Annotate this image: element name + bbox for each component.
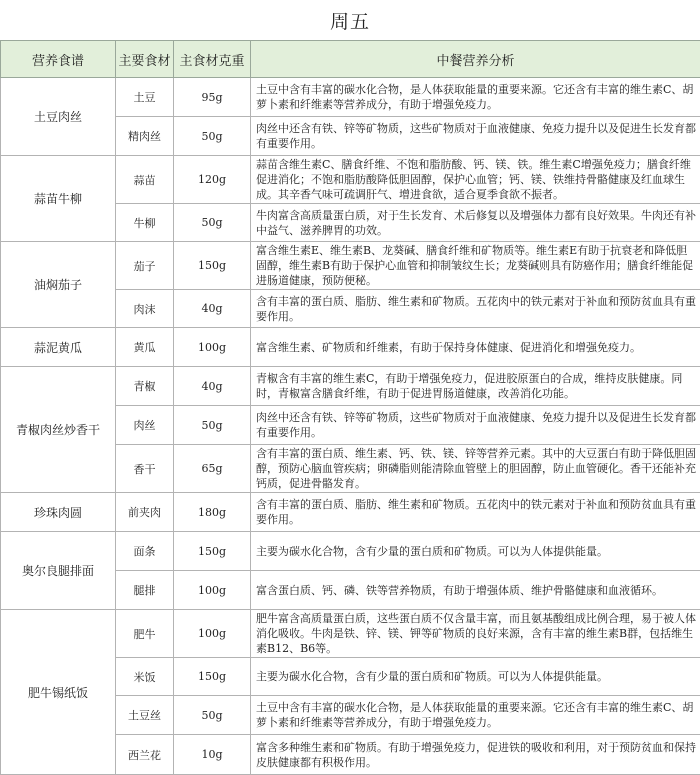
ingredient: 香干 bbox=[116, 445, 174, 493]
ingredient-weight: 40g bbox=[174, 290, 251, 328]
ingredient: 牛柳 bbox=[116, 204, 174, 242]
table-row bbox=[1, 532, 700, 571]
ingredient-weight: 10g bbox=[174, 735, 251, 775]
ingredient: 腿排 bbox=[116, 571, 174, 610]
nutrition-table bbox=[0, 40, 700, 775]
table-row bbox=[1, 493, 700, 532]
ingredient: 茄子 bbox=[116, 242, 174, 290]
nutrition-analysis: 富含维生素E、维生素B、龙葵碱、膳食纤维和矿物质等。维生素E有助于抗衰老和降低胆固醇，维生素B有助于保护心血管和抑制皱纹生长；龙葵碱则具有防癌作用；膳食纤维能促进肠道健康，预防便秘。 bbox=[251, 242, 700, 290]
dish-name: 蒜泥黄瓜 bbox=[1, 328, 116, 367]
ingredient: 西兰花 bbox=[116, 735, 174, 775]
header-row bbox=[1, 41, 700, 78]
ingredient: 面条 bbox=[116, 532, 174, 571]
ingredient: 精肉丝 bbox=[116, 117, 174, 156]
ingredient: 黄瓜 bbox=[116, 328, 174, 367]
nutrition-analysis: 青椒含有丰富的维生素C，有助于增强免疫力，促进胶原蛋白的合成，维持皮肤健康。同时，青椒富含膳食纤维，有助于促进胃肠道健康，改善消化功能。 bbox=[251, 367, 700, 406]
nutrition-analysis: 富含蛋白质、钙、磷、铁等营养物质，有助于增强体质、维护骨骼健康和血液循环。 bbox=[251, 571, 700, 610]
ingredient: 蒜苗 bbox=[116, 156, 174, 204]
dish-name: 土豆肉丝 bbox=[1, 78, 116, 156]
header-analysis: 中餐营养分析 bbox=[251, 41, 700, 78]
table-row bbox=[1, 156, 700, 204]
ingredient-weight: 50g bbox=[174, 696, 251, 735]
dish-name: 青椒肉丝炒香干 bbox=[1, 367, 116, 493]
table-row bbox=[1, 367, 700, 406]
dish-name: 珍珠肉圆 bbox=[1, 493, 116, 532]
table-row bbox=[1, 242, 700, 290]
ingredient-weight: 95g bbox=[174, 78, 251, 117]
ingredient-weight: 100g bbox=[174, 571, 251, 610]
nutrition-analysis: 含有丰富的蛋白质、维生素、钙、铁、镁、锌等营养元素。其中的大豆蛋白有助于降低胆固醇，预防心脑血管疾病；卵磷脂则能清除血管壁上的胆固醇，防止血管硬化。香干还能补充钙质，促进骨骼发育。 bbox=[251, 445, 700, 493]
ingredient: 青椒 bbox=[116, 367, 174, 406]
table-row bbox=[1, 328, 700, 367]
nutrition-analysis: 肉丝中还含有铁、锌等矿物质，这些矿物质对于血液健康、免疫力提升以及促进生长发育都有重要作用。 bbox=[251, 406, 700, 445]
ingredient: 肥牛 bbox=[116, 610, 174, 658]
ingredient-weight: 180g bbox=[174, 493, 251, 532]
nutrition-analysis: 富含多种维生素和矿物质。有助于增强免疫力，促进铁的吸收和利用，对于预防贫血和保持皮肤健康都有积极作用。 bbox=[251, 735, 700, 775]
nutrition-analysis: 肥牛富含高质量蛋白质，这些蛋白质不仅含量丰富，而且氨基酸组成比例合理，易于被人体消化吸收。牛肉是铁、锌、镁、钾等矿物质的良好来源，含有丰富的维生素B群，包括维生素B12、B6等。 bbox=[251, 610, 700, 658]
nutrition-analysis: 主要为碳水化合物，含有少量的蛋白质和矿物质。可以为人体提供能量。 bbox=[251, 532, 700, 571]
ingredient-weight: 150g bbox=[174, 658, 251, 696]
nutrition-analysis: 牛肉富含高质量蛋白质，对于生长发育、术后修复以及增强体力都有良好效果。牛肉还有补中益气、滋养脾胃的功效。 bbox=[251, 204, 700, 242]
ingredient-weight: 150g bbox=[174, 532, 251, 571]
ingredient: 肉沫 bbox=[116, 290, 174, 328]
ingredient: 土豆 bbox=[116, 78, 174, 117]
nutrition-analysis: 含有丰富的蛋白质、脂肪、维生素和矿物质。五花肉中的铁元素对于补血和预防贫血具有重要作用。 bbox=[251, 290, 700, 328]
ingredient-weight: 50g bbox=[174, 117, 251, 156]
ingredient-weight: 100g bbox=[174, 328, 251, 367]
nutrition-analysis: 肉丝中还含有铁、锌等矿物质，这些矿物质对于血液健康、免疫力提升以及促进生长发育都有重要作用。 bbox=[251, 117, 700, 156]
table-row bbox=[1, 78, 700, 117]
ingredient-weight: 150g bbox=[174, 242, 251, 290]
ingredient: 土豆丝 bbox=[116, 696, 174, 735]
dish-name: 蒜苗牛柳 bbox=[1, 156, 116, 242]
ingredient-weight: 120g bbox=[174, 156, 251, 204]
ingredient-weight: 50g bbox=[174, 406, 251, 445]
dish-name: 奥尔良腿排面 bbox=[1, 532, 116, 610]
table-row bbox=[1, 610, 700, 658]
dish-name: 油焖茄子 bbox=[1, 242, 116, 328]
nutrition-analysis: 土豆中含有丰富的碳水化合物，是人体获取能量的重要来源。它还含有丰富的维生素C、胡萝卜素和纤维素等营养成分，有助于增强免疫力。 bbox=[251, 78, 700, 117]
header-recipe: 营养食谱 bbox=[1, 41, 116, 78]
ingredient-weight: 100g bbox=[174, 610, 251, 658]
nutrition-analysis: 土豆中含有丰富的碳水化合物，是人体获取能量的重要来源。它还含有丰富的维生素C、胡萝卜素和纤维素等营养成分，有助于增强免疫力。 bbox=[251, 696, 700, 735]
page-title: 周五 bbox=[0, 0, 700, 40]
ingredient: 肉丝 bbox=[116, 406, 174, 445]
nutrition-analysis: 主要为碳水化合物，含有少量的蛋白质和矿物质。可以为人体提供能量。 bbox=[251, 658, 700, 696]
ingredient-weight: 65g bbox=[174, 445, 251, 493]
header-ingredient: 主要食材 bbox=[116, 41, 174, 78]
ingredient-weight: 40g bbox=[174, 367, 251, 406]
ingredient: 前夹肉 bbox=[116, 493, 174, 532]
ingredient: 米饭 bbox=[116, 658, 174, 696]
header-weight: 主食材克重 bbox=[174, 41, 251, 78]
nutrition-analysis: 蒜苗含维生素C、膳食纤维、不饱和脂肪酸、钙、镁、铁。维生素C增强免疫力；膳食纤维促进消化；不饱和脂肪酸降低胆固醇，保护心血管；钙、镁、铁维持骨骼健康及红血球生成。其辛香气味可疏调肝气、增进食欲，适合夏季食欲不振者。 bbox=[251, 156, 700, 204]
nutrition-analysis: 富含维生素、矿物质和纤维素，有助于保持身体健康、促进消化和增强免疫力。 bbox=[251, 328, 700, 367]
nutrition-analysis: 含有丰富的蛋白质、脂肪、维生素和矿物质。五花肉中的铁元素对于补血和预防贫血具有重要作用。 bbox=[251, 493, 700, 532]
ingredient-weight: 50g bbox=[174, 204, 251, 242]
dish-name: 肥牛锡纸饭 bbox=[1, 610, 116, 775]
